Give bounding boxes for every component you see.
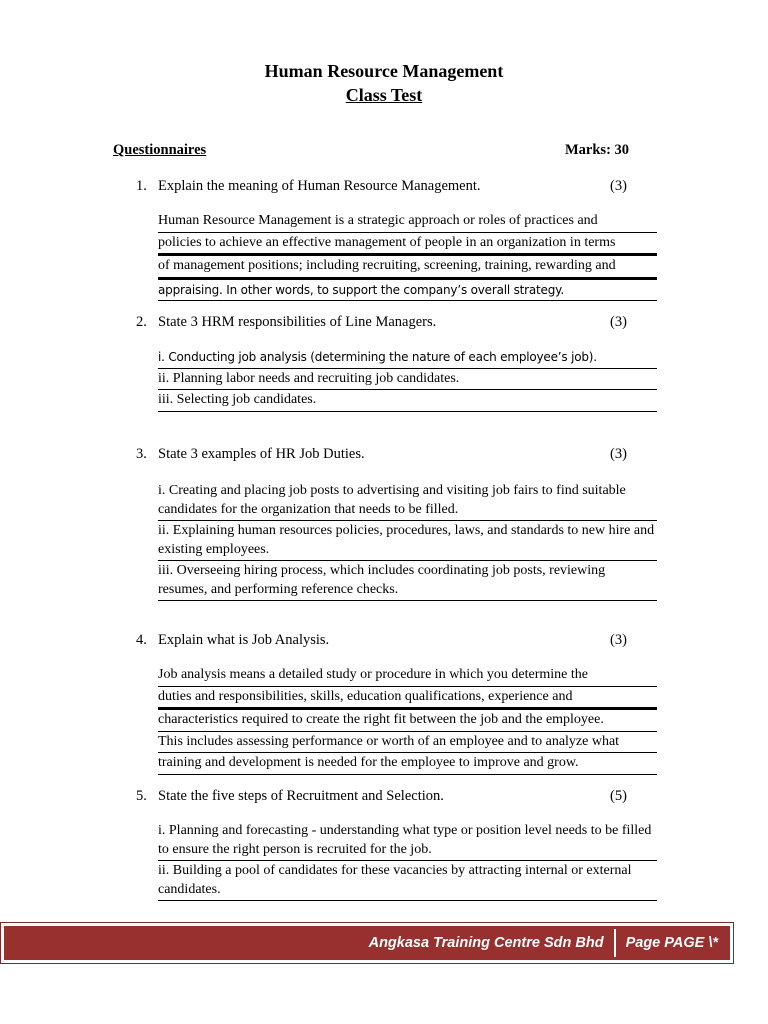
answer-line: i. Conducting job analysis (determining the nature of each employee’s job). — [158, 348, 657, 369]
footer-bar — [4, 926, 730, 960]
total-marks: Marks: 30 — [565, 142, 630, 158]
answer-line: Human Resource Management is a strategic approach or roles of practices and — [158, 212, 657, 233]
document-title: Human Resource Management — [264, 61, 504, 81]
answer-line: Job analysis means a detailed study or procedure in which you determine the — [158, 666, 657, 687]
question-text: State the five steps of Recruitment and Selection. — [158, 788, 444, 804]
footer-page-number: Page PAGE \* — [625, 935, 718, 951]
answer-line: ii. Planning labor needs and recruiting job candidates. — [158, 370, 657, 391]
answer-line: i. Planning and forecasting - understanding what type or position level needs to be filled to ensure the right person is recruited for the job. — [158, 822, 657, 861]
answer-line: iii. Overseeing hiring process, which includes coordinating job posts, reviewing resumes, and performing reference checks. — [158, 562, 657, 601]
answer-line: ii. Building a pool of candidates for these vacancies by attracting internal or external candidates. — [158, 862, 657, 901]
question-marks: (3) — [610, 632, 627, 648]
page-footer — [0, 922, 734, 964]
question-marks: (3) — [610, 314, 627, 330]
question-marks: (3) — [610, 178, 627, 194]
answer-line: i. Creating and placing job posts to advertising and visiting job fairs to find suitable candidates for the organization that needs to be filled. — [158, 482, 657, 521]
section-label: Questionnaires — [113, 142, 207, 158]
answer-5 — [158, 822, 657, 902]
answer-line: iii. Selecting job candidates. — [158, 391, 657, 412]
question-number: 2. — [136, 314, 147, 330]
question-number: 3. — [136, 446, 147, 462]
answer-1 — [158, 212, 657, 302]
answer-line: duties and responsibilities, skills, education qualifications, experience and — [158, 688, 657, 711]
footer-company: Angkasa Training Centre Sdn Bhd — [368, 935, 604, 951]
answer-line: training and development is needed for the employee to improve and grow. — [158, 754, 657, 775]
question-marks: (5) — [610, 788, 627, 804]
question-text: Explain what is Job Analysis. — [158, 632, 330, 648]
question-text: Explain the meaning of Human Resource Management. — [158, 178, 481, 194]
question-text: State 3 examples of HR Job Duties. — [158, 446, 365, 462]
question-number: 1. — [136, 178, 147, 194]
answer-line: of management positions; including recruiting, screening, training, rewarding and — [158, 257, 657, 280]
answer-line: characteristics required to create the right fit between the job and the employee. — [158, 711, 657, 732]
question-marks: (3) — [610, 446, 627, 462]
answer-line: appraising. In other words, to support the company’s overall strategy. — [158, 281, 657, 302]
document-subtitle: Class Test — [345, 85, 423, 105]
answer-line: This includes assessing performance or worth of an employee and to analyze what — [158, 733, 657, 754]
answer-line: ii. Explaining human resources policies, procedures, laws, and standards to new hire and existing employees. — [158, 522, 657, 561]
answer-2 — [158, 348, 657, 413]
question-number: 4. — [136, 632, 147, 648]
answer-3 — [158, 482, 657, 602]
answer-line: policies to achieve an effective management of people in an organization in terms — [158, 234, 657, 257]
question-text: State 3 HRM responsibilities of Line Managers. — [158, 314, 437, 330]
question-number: 5. — [136, 788, 147, 804]
answer-4 — [158, 666, 657, 776]
